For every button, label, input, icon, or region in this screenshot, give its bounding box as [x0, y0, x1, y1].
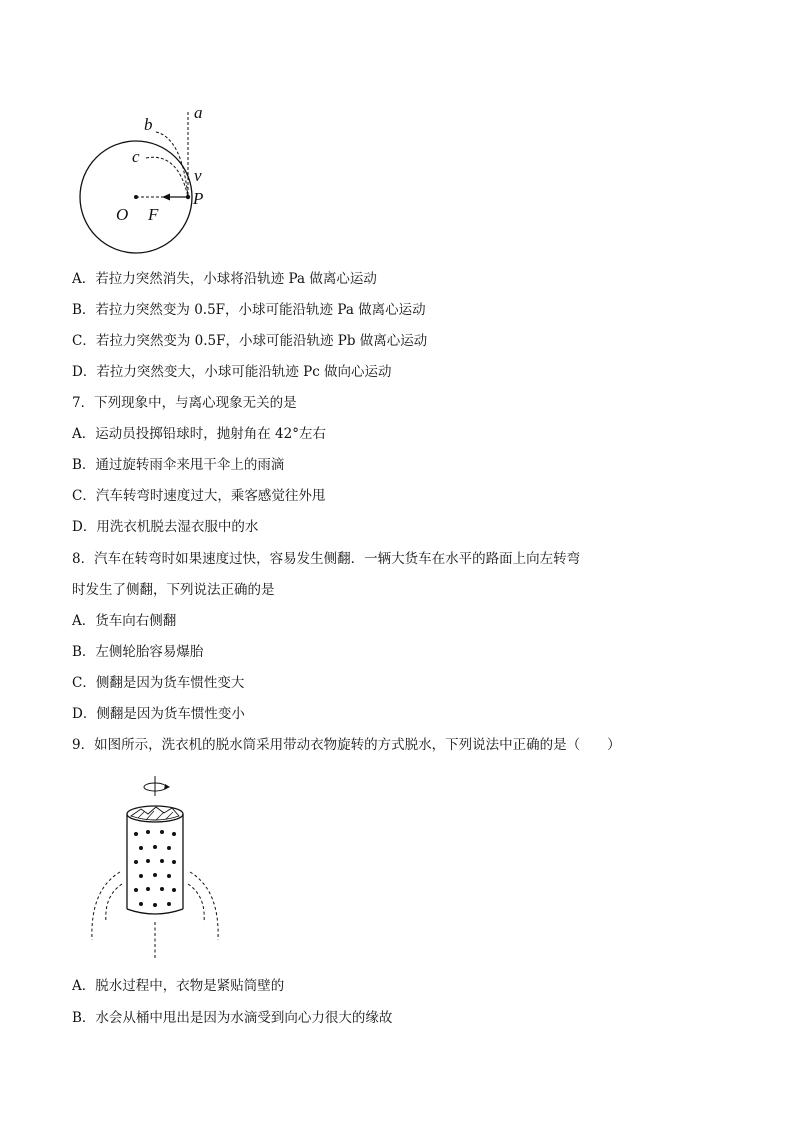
q9-option-b: B．水会从桶中甩出是因为水滴受到向心力很大的缘故	[72, 1010, 393, 1026]
drum-holes	[134, 830, 176, 907]
label-a: a	[194, 103, 203, 122]
q8-option-c: C．侧翻是因为货车惯性变大	[72, 675, 245, 691]
water-path-left-inner	[106, 884, 122, 922]
q8-stem-line2: 时发生了侧翻，下列说法正确的是	[72, 582, 275, 598]
water-path-right-inner	[188, 884, 204, 922]
q6-option-a: A．若拉力突然消失，小球将沿轨迹 Pa 做离心运动	[72, 271, 377, 287]
q7-option-c: C．汽车转弯时速度过大，乘客感觉往外甩	[72, 488, 326, 504]
spin-dryer-figure	[86, 772, 236, 962]
center-point	[134, 195, 138, 199]
label-b: b	[144, 115, 153, 134]
label-o: O	[116, 205, 129, 224]
label-v: v	[194, 166, 202, 185]
label-c: c	[132, 147, 140, 166]
drum-bottom-edge	[127, 909, 183, 914]
hatch-1	[138, 812, 144, 818]
q7-stem: 7．下列现象中，与离心现象无关的是	[72, 395, 297, 411]
q9-option-a: A．脱水过程中，衣物是紧贴筒壁的	[72, 978, 285, 994]
hatch-3	[156, 812, 164, 820]
q8-stem-line1: 8．汽车在转弯时如果速度过快，容易发生侧翻．一辆大货车在水平的路面上向左转弯	[72, 551, 581, 567]
q9-stem: 9．如图所示，洗衣机的脱水筒采用带动衣物旋转的方式脱水，下列说法中正确的是（ ）	[72, 737, 621, 753]
q6-option-c: C．若拉力突然变为 0.5F，小球可能沿轨迹 Pb 做离心运动	[72, 333, 428, 349]
q8-option-b: B．左侧轮胎容易爆胎	[72, 644, 204, 660]
q7-option-d: D．用洗衣机脱去湿衣服中的水	[72, 519, 259, 535]
circular-motion-figure	[70, 100, 240, 260]
label-f: F	[148, 205, 159, 224]
label-p: P	[193, 189, 204, 208]
q8-option-a: A．货车向右侧翻	[72, 613, 177, 629]
force-arrowhead	[162, 194, 170, 201]
q8-option-d: D．侧翻是因为货车惯性变小	[72, 706, 245, 722]
water-path-right-outer	[190, 872, 218, 940]
q6-option-b: B．若拉力突然变为 0.5F，小球可能沿轨迹 Pa 做离心运动	[72, 302, 426, 318]
q6-option-d: D．若拉力突然变大，小球可能沿轨迹 Pc 做向心运动	[72, 364, 392, 380]
water-path-left-outer	[92, 872, 120, 940]
point-p	[186, 195, 190, 199]
q7-option-b: B．通过旋转雨伞来甩干伞上的雨滴	[72, 457, 285, 473]
rotation-arrowhead	[164, 784, 170, 790]
q7-option-a: A．运动员投掷铅球时，抛射角在 42°左右	[72, 426, 326, 442]
